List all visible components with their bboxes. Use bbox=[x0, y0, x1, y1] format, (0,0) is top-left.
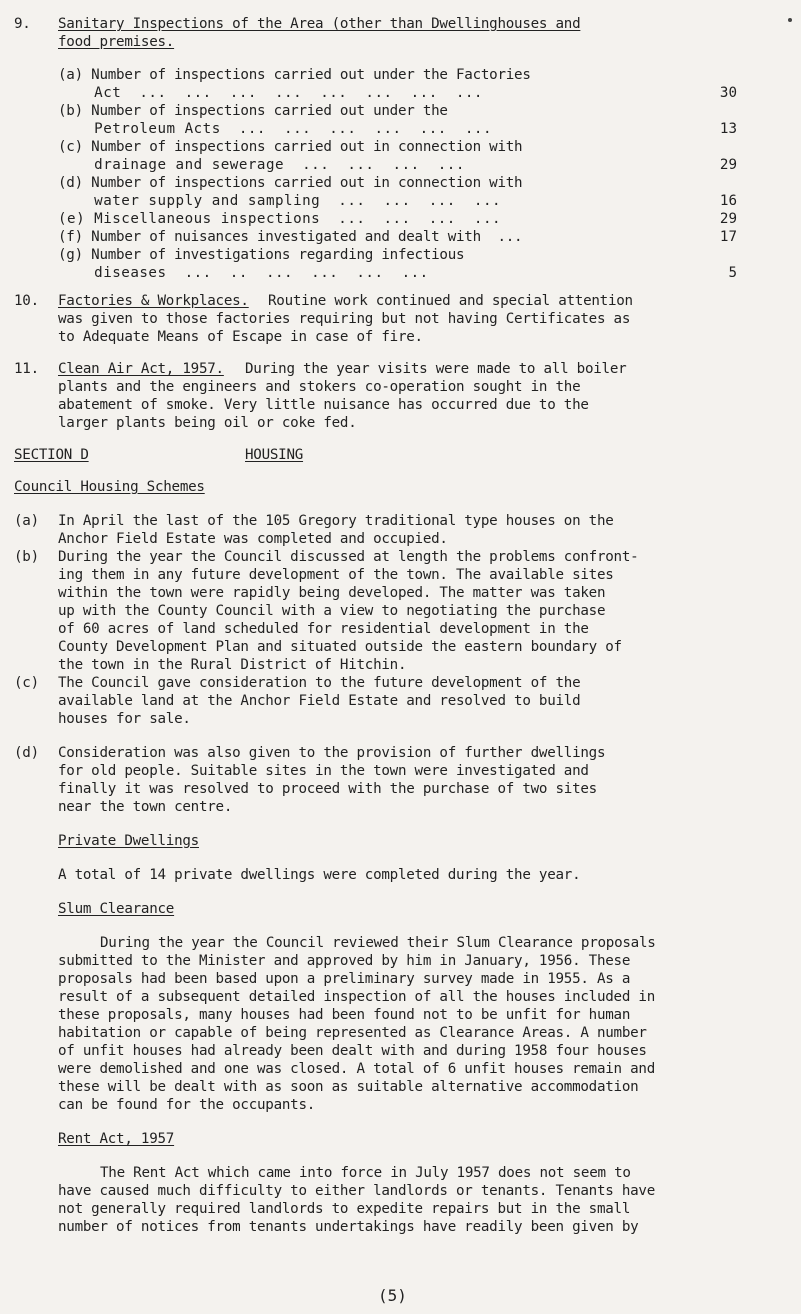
item-g-line1: (g) Number of investigations regarding infectious bbox=[58, 247, 465, 263]
slum-line: can be found for the occupants. bbox=[58, 1097, 316, 1113]
item-b-line1: (b) Number of inspections carried out under the bbox=[58, 103, 448, 119]
council-item-d-line: finally it was resolved to proceed with the purchase of two sites bbox=[58, 781, 597, 797]
section-9-heading-cont: food premises. bbox=[58, 34, 175, 50]
item-d-value: 16 bbox=[719, 193, 737, 209]
council-item-b-line: During the year the Council discussed at length the problems confront- bbox=[58, 549, 639, 565]
council-housing-heading: Council Housing Schemes bbox=[14, 479, 205, 495]
item-c-value: 29 bbox=[719, 157, 737, 173]
slum-line: proposals had been based upon a preliminary survey made in 1955. As a bbox=[58, 971, 631, 987]
item-d-line2: water supply and sampling ... ... ... ... bbox=[58, 193, 502, 209]
page-number: (5) bbox=[378, 1286, 407, 1305]
council-item-c-label: (c) bbox=[14, 675, 39, 691]
item-g-line2: diseases ... .. ... ... ... ... bbox=[58, 265, 429, 281]
item-e-value: 29 bbox=[719, 211, 737, 227]
item-f-value: 17 bbox=[719, 229, 737, 245]
item-b-line2: Petroleum Acts ... ... ... ... ... ... bbox=[58, 121, 492, 137]
section-11-line3: abatement of smoke. Very little nuisance has occurred due to the bbox=[58, 397, 589, 413]
council-item-a-label: (a) bbox=[14, 513, 39, 529]
council-item-b-line: County Development Plan and situated outside the eastern boundary of bbox=[58, 639, 622, 655]
council-item-b-line: within the town were rapidly being developed. The matter was taken bbox=[58, 585, 606, 601]
council-item-c-line: available land at the Anchor Field Estate and resolved to build bbox=[58, 693, 581, 709]
section-11-line1: During the year visits were made to all boiler bbox=[245, 361, 627, 377]
slum-line: result of a subsequent detailed inspection of all the houses included in bbox=[58, 989, 655, 1005]
section-11-heading: Clean Air Act, 1957. bbox=[58, 361, 224, 377]
section-11-line4: larger plants being oil or coke fed. bbox=[58, 415, 357, 431]
slum-line: habitation or capable of being represented as Clearance Areas. A number bbox=[58, 1025, 647, 1041]
section-10-heading: Factories & Workplaces. bbox=[58, 293, 249, 309]
item-a-value: 30 bbox=[719, 85, 737, 101]
slum-line: these proposals, many houses had been found not to be unfit for human bbox=[58, 1007, 631, 1023]
slum-line: of unfit houses had already been dealt with and during 1958 four houses bbox=[58, 1043, 647, 1059]
rent-act-heading: Rent Act, 1957 bbox=[58, 1131, 175, 1147]
council-item-d-line: for old people. Suitable sites in the town were investigated and bbox=[58, 763, 589, 779]
council-item-b-label: (b) bbox=[14, 549, 39, 565]
council-item-a-line: In April the last of the 105 Gregory traditional type houses on the bbox=[58, 513, 614, 529]
rent-line: The Rent Act which came into force in July 1957 does not seem to bbox=[100, 1165, 631, 1181]
section-10-line2: was given to those factories requiring but not having Certificates as bbox=[58, 311, 631, 327]
rent-line: not generally required landlords to expedite repairs but in the small bbox=[58, 1201, 631, 1217]
council-item-b-line: the town in the Rural District of Hitchin. bbox=[58, 657, 407, 673]
section-11-line2: plants and the engineers and stokers co-operation sought in the bbox=[58, 379, 581, 395]
rent-line: number of notices from tenants undertakings have readily been given by bbox=[58, 1219, 639, 1235]
section-9-number: 9. bbox=[14, 16, 31, 32]
council-item-d-line: near the town centre. bbox=[58, 799, 233, 815]
council-item-c-line: The Council gave consideration to the future development of the bbox=[58, 675, 581, 691]
council-item-b-line: up with the County Council with a view to negotiating the purchase bbox=[58, 603, 606, 619]
council-item-c-line: houses for sale. bbox=[58, 711, 191, 727]
item-e-line1: (e) Miscellaneous inspections ... ... ... ... bbox=[58, 211, 502, 227]
council-item-b-line: of 60 acres of land scheduled for residential development in the bbox=[58, 621, 589, 637]
slum-clearance-heading: Slum Clearance bbox=[58, 901, 175, 917]
section-9-heading: Sanitary Inspections of the Area (other than Dwellinghouses and bbox=[58, 16, 581, 32]
scan-speck bbox=[788, 18, 792, 22]
item-f-line1: (f) Number of nuisances investigated and dealt with ... bbox=[58, 229, 523, 245]
slum-line: submitted to the Minister and approved by him in January, 1956. These bbox=[58, 953, 631, 969]
rent-line: have caused much difficulty to either landlords or tenants. Tenants have bbox=[58, 1183, 655, 1199]
section-d-title: HOUSING bbox=[245, 447, 304, 463]
item-c-line1: (c) Number of inspections carried out in connection with bbox=[58, 139, 523, 155]
section-10-number: 10. bbox=[14, 293, 39, 309]
slum-line: During the year the Council reviewed their Slum Clearance proposals bbox=[100, 935, 656, 951]
section-d-label: SECTION D bbox=[14, 447, 89, 463]
council-item-d-line: Consideration was also given to the provision of further dwellings bbox=[58, 745, 606, 761]
council-item-b-line: ing them in any future development of the town. The available sites bbox=[58, 567, 614, 583]
council-item-a-line: Anchor Field Estate was completed and occupied. bbox=[58, 531, 448, 547]
section-10-line3: to Adequate Means of Escape in case of fire. bbox=[58, 329, 423, 345]
item-a-line2: Act ... ... ... ... ... ... ... ... bbox=[58, 85, 483, 101]
item-d-line1: (d) Number of inspections carried out in connection with bbox=[58, 175, 523, 191]
item-g-value: 5 bbox=[728, 265, 737, 281]
item-c-line2: drainage and sewerage ... ... ... ... bbox=[58, 157, 465, 173]
slum-line: these will be dealt with as soon as suitable alternative accommodation bbox=[58, 1079, 639, 1095]
private-dwellings-heading: Private Dwellings bbox=[58, 833, 199, 849]
section-10-line1: Routine work continued and special attention bbox=[268, 293, 633, 309]
council-item-d-label: (d) bbox=[14, 745, 39, 761]
item-a-line1: (a) Number of inspections carried out under the Factories bbox=[58, 67, 531, 83]
private-dwellings-text: A total of 14 private dwellings were completed during the year. bbox=[58, 867, 581, 883]
item-b-value: 13 bbox=[719, 121, 737, 137]
slum-line: were demolished and one was closed. A total of 6 unfit houses remain and bbox=[58, 1061, 655, 1077]
section-11-number: 11. bbox=[14, 361, 39, 377]
